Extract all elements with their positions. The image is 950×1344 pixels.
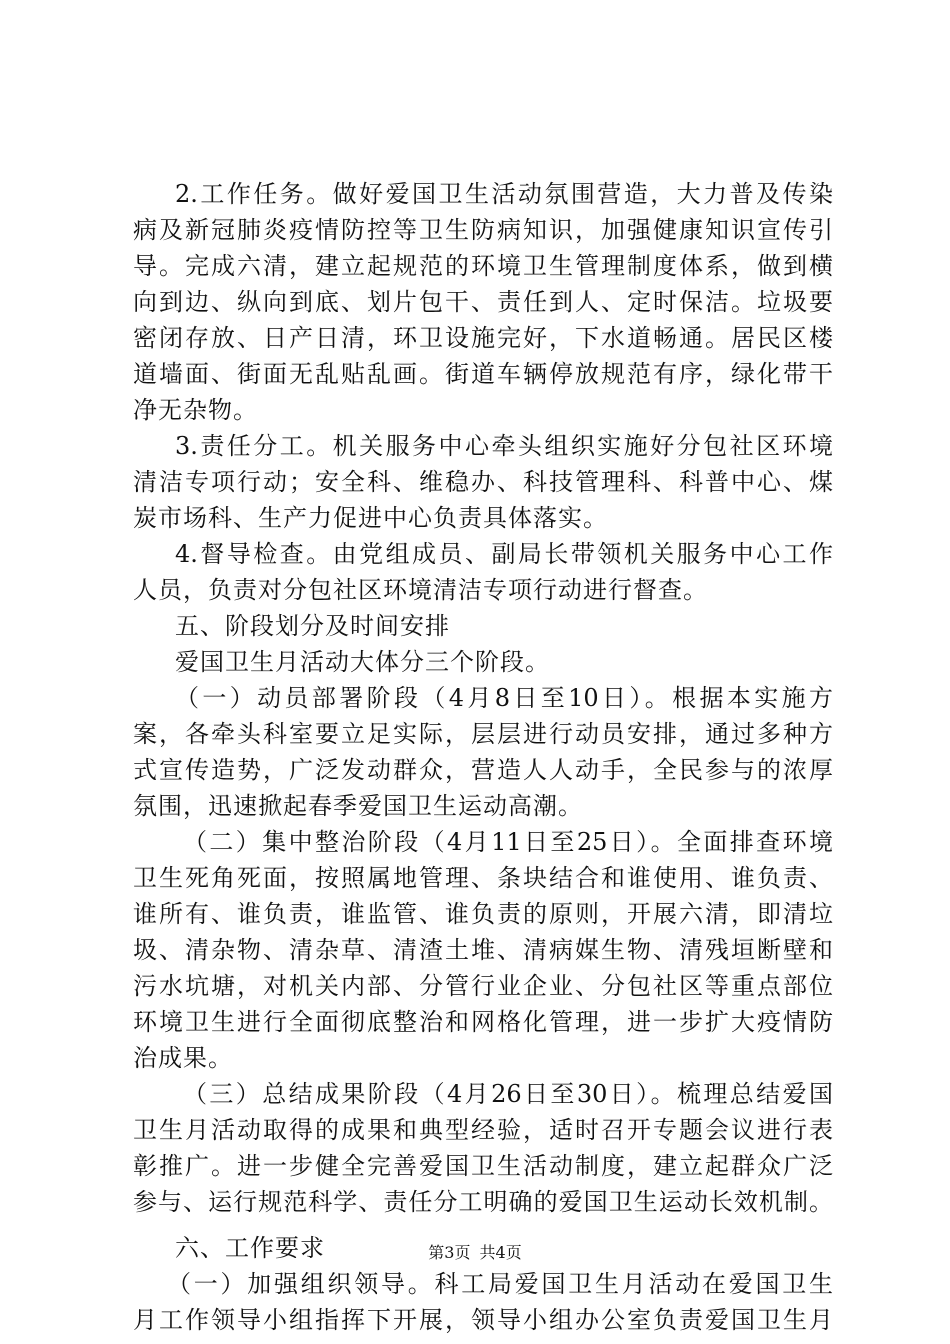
paragraph-stage-1	[133, 680, 833, 824]
text-line: 病及新冠肺炎疫情防控等卫生防病知识，加强健康知识宣传引	[133, 216, 833, 244]
page-footer	[0, 1243, 950, 1263]
paragraph-leadership	[133, 1266, 833, 1338]
text-line: 道墙面、街面无乱贴乱画。街道车辆停放规范有序，绿化带干	[133, 360, 833, 388]
text-line: 参与、运行规范科学、责任分工明确的爱国卫生运动长效机制。	[133, 1188, 833, 1216]
text-line: 氛围，迅速掀起春季爱国卫生运动高潮。	[133, 792, 583, 820]
text-line: 爱国卫生月活动大体分三个阶段。	[175, 648, 550, 676]
text-line: 导。完成六清，建立起规范的环境卫生管理制度体系，做到横	[133, 252, 833, 280]
page-total: 共4页	[479, 1243, 522, 1262]
text-line: 谁所有、谁负责，谁监管、谁负责的原则，开展六清，即清垃	[133, 900, 833, 928]
text-line: 卫生死角死面，按照属地管理、条块结合和谁使用、谁负责、	[133, 864, 833, 892]
text-line: 4.督导检查。由党组成员、副局长带领机关服务中心工作	[175, 540, 833, 568]
paragraph-stages-intro	[133, 644, 833, 680]
text-line: 环境卫生进行全面彻底整治和网格化管理，进一步扩大疫情防	[133, 1008, 833, 1036]
text-line: 卫生月活动取得的成果和典型经验，适时召开专题会议进行表	[133, 1116, 833, 1144]
paragraph-work-task	[133, 176, 833, 428]
text-line: 清洁专项行动；安全科、维稳办、科技管理科、科普中心、煤	[133, 468, 833, 496]
section-heading-5	[133, 608, 833, 644]
text-line: 圾、清杂物、清杂草、清渣土堆、清病媒生物、清残垣断壁和	[133, 936, 833, 964]
text-line: 净无杂物。	[133, 396, 258, 424]
text-line: 人员，负责对分包社区环境清洁专项行动进行督查。	[133, 576, 708, 604]
paragraph-responsibility-division	[133, 428, 833, 536]
text-line: 污水坑塘，对机关内部、分管行业企业、分包社区等重点部位	[133, 972, 833, 1000]
text-line: 密闭存放、日产日清，环卫设施完好，下水道畅通。居民区楼	[133, 324, 833, 352]
text-line: （三）总结成果阶段（4月26日至30日）。梳理总结爱国	[183, 1080, 833, 1108]
text-line: 治成果。	[133, 1044, 233, 1072]
text-line: 向到边、纵向到底、划片包干、责任到人、定时保洁。垃圾要	[133, 288, 833, 316]
text-line: （一）动员部署阶段（4月8日至10日）。根据本实施方	[175, 684, 833, 712]
heading-work-requirements: 六、工作要求	[175, 1234, 325, 1262]
text-line: 2.工作任务。做好爱国卫生活动氛围营造，大力普及传染	[175, 180, 833, 208]
text-line: 案，各牵头科室要立足实际，层层进行动员安排，通过多种方	[133, 720, 833, 748]
text-line: 炭市场科、生产力促进中心负责具体落实。	[133, 504, 608, 532]
text-line: （二）集中整治阶段（4月11日至25日）。全面排查环境	[183, 828, 833, 856]
page-number: 第3页	[428, 1243, 471, 1262]
paragraph-stage-3	[133, 1076, 833, 1220]
paragraph-stage-2	[133, 824, 833, 1076]
text-line: （一）加强组织领导。科工局爱国卫生月活动在爱国卫生	[167, 1270, 833, 1298]
text-line: 式宣传造势，广泛发动群众，营造人人动手，全民参与的浓厚	[133, 756, 833, 784]
text-line: 彰推广。进一步健全完善爱国卫生活动制度，建立起群众广泛	[133, 1152, 833, 1180]
heading-stages: 五、阶段划分及时间安排	[175, 612, 450, 640]
paragraph-supervision	[133, 536, 833, 608]
text-line: 3.责任分工。机关服务中心牵头组织实施好分包社区环境	[175, 432, 833, 460]
text-line: 月工作领导小组指挥下开展，领导小组办公室负责爱国卫生月	[133, 1306, 833, 1334]
